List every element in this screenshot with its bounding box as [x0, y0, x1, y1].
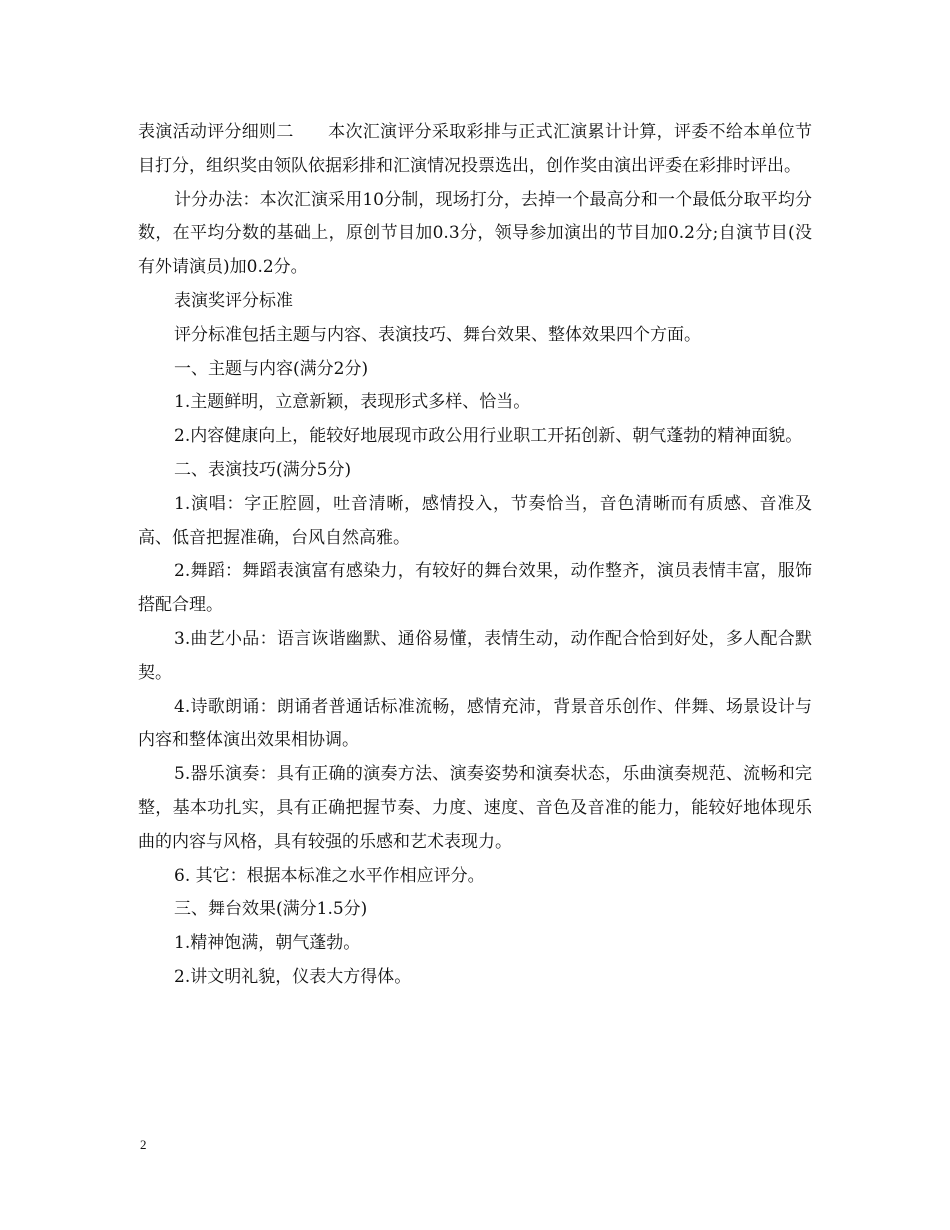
list-item-quyi-sketch: 3.曲艺小品：语言诙谐幽默、通俗易懂，表情生动，动作配合恰到好处，多人配合默契。: [138, 628, 812, 683]
paragraph-intro: 表演活动评分细则二 本次汇演评分采取彩排与正式汇演累计计算，评委不给本单位节目打分，组织奖由领队依据彩排和汇演情况投票选出，创作奖由演出评委在彩排时评出。: [138, 122, 812, 176]
section-heading-performance-award: 表演奖评分标准: [174, 290, 293, 311]
list-item-dance: 2.舞蹈：舞蹈表演富有感染力，有较好的舞台效果，动作整齐，演员表情丰富，服饰搭配合理。: [138, 561, 812, 616]
list-item-theme-1: 1.主题鲜明，立意新颖，表现形式多样、恰当。: [174, 392, 531, 413]
document-body: [138, 116, 812, 995]
paragraph-scoring-method: 计分办法：本次汇演采用10分制，现场打分，去掉一个最高分和一个最低分取平均分数，在平均分数的基础上，原创节目加0.3分，领导参加演出的节目加0.2分;自演节目(没有外请演员)加0.2分。: [138, 189, 812, 278]
list-item-stage-1: 1.精神饱满，朝气蓬勃。: [174, 933, 361, 954]
paragraph-criteria-overview: 评分标准包括主题与内容、表演技巧、舞台效果、整体效果四个方面。: [174, 324, 701, 345]
list-item-other: 6. 其它：根据本标准之水平作相应评分。: [174, 865, 485, 886]
section-heading-stage-effect: 三、舞台效果(满分1.5分): [174, 899, 368, 920]
list-item-stage-2: 2.讲文明礼貌，仪表大方得体。: [174, 966, 412, 987]
section-heading-performance-skill: 二、表演技巧(满分5分): [174, 459, 352, 480]
list-item-instrumental: 5.器乐演奏：具有正确的演奏方法、演奏姿势和演奏状态，乐曲演奏规范、流畅和完整，基本功扎实，具有正确把握节奏、力度、速度、音色及音准的能力，能较好地体现乐曲的内容与风格，具有较强的乐感和艺术表现力。: [138, 764, 812, 852]
list-item-poetry-recitation: 4.诗歌朗诵：朗诵者普通话标准流畅，感情充沛，背景音乐创作、伴舞、场景设计与内容和整体演出效果相协调。: [138, 696, 812, 751]
section-heading-theme-content: 一、主题与内容(满分2分): [174, 358, 369, 379]
list-item-singing: 1.演唱：字正腔圆，吐音清晰，感情投入，节奏恰当，音色清晰而有质感、音准及高、低音把握准确，台风自然高雅。: [138, 493, 812, 548]
list-item-theme-2: 2.内容健康向上，能较好地展现市政公用行业职工开拓创新、朝气蓬勃的精神面貌。: [174, 426, 803, 447]
page-number: 2: [140, 1137, 147, 1152]
